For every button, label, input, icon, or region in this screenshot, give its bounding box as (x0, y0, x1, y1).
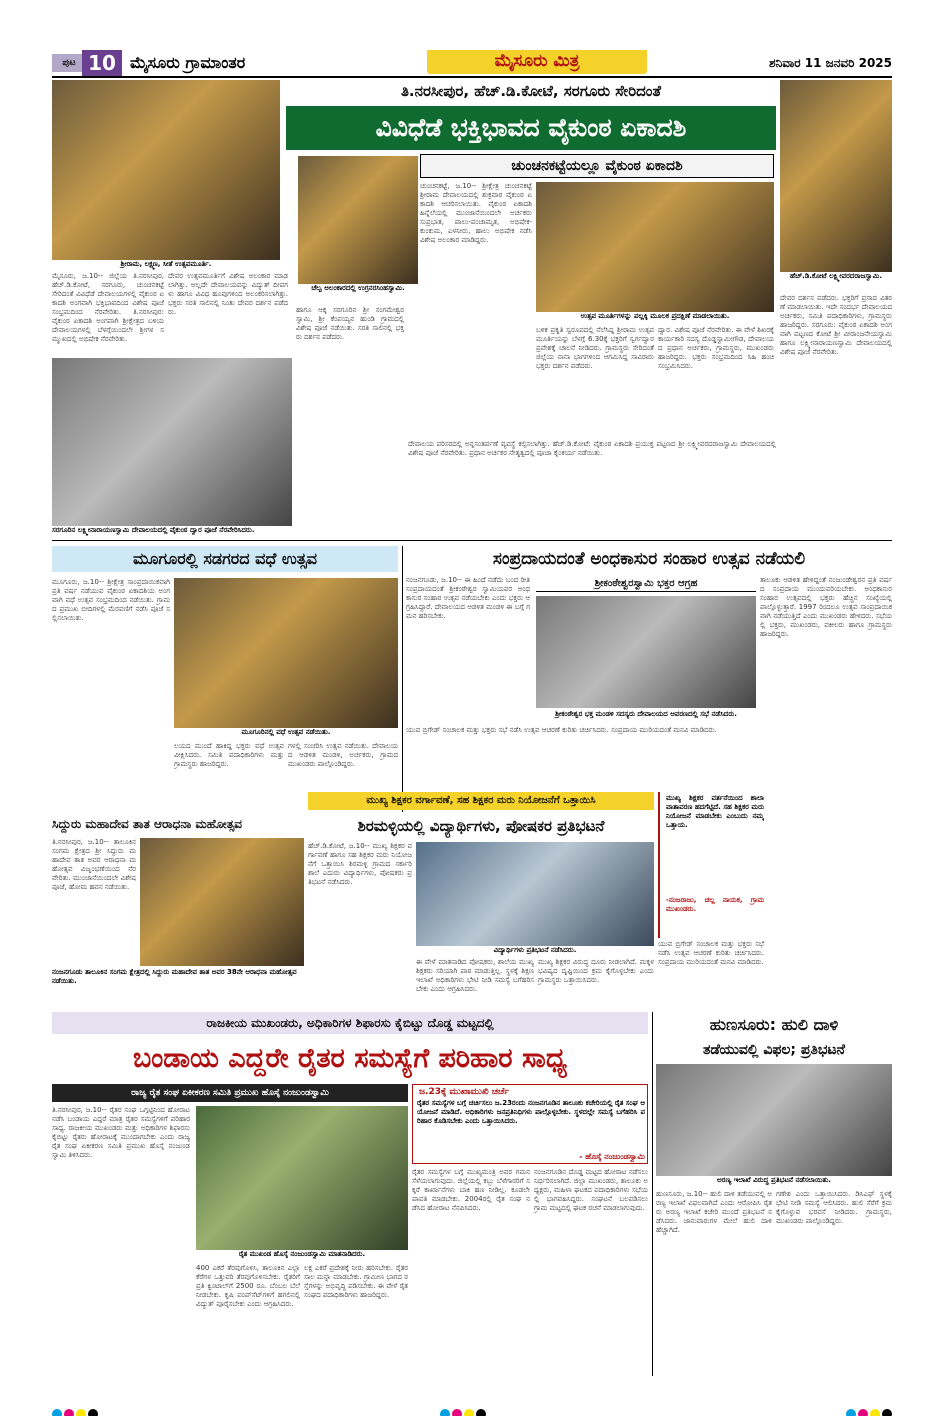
story2-body-1: ಚುಂಚನಕಟ್ಟೆ, ಜ.10-- ಶ್ರೀಕ್ಷೇತ್ರ ಚುಂಚನಕಟ್ಟೆ ಶ್ರೀರಾಮ ದೇವಾಲಯದಲ್ಲಿ ಶುಕ್ರವಾರ ವೈಕುಂಠ ಏಕಾದಶಿ ಆಚರಿಸಲಾಯಿತು. ವೈಕುಂಠ ಏಕಾದಶಿ ಹಿನ್ನೆಲೆಯಲ್ಲಿ ಮುಂಜಾನೆಯಿಂದಲೇ ಅರ್ಚಕರು ಸುಪ್ರಭಾತ, ಪಾಲು-ಪಂಚಾಮೃತ, ಅಭಿಷೇಕ-ಕುಂಕುಮ, ಎಳನೀರು, ಹಾಲು ಅಭಿಷೇಕ ನಡೆಸಿ ವಿಶೇಷ ಅಲಂಕಾರ ಮಾಡಿದ್ದರು. (420, 182, 532, 244)
temple-crowd-photo (52, 358, 292, 526)
story6-headline: ಸಿದ್ದುರು ಮಹಾದೇವ ತಾತ ಆರಾಧನಾ ಮಹೋತ್ಸವ (52, 817, 242, 831)
page-number: 10 (82, 50, 122, 76)
students-protest-caption: ವಿದ್ಯಾರ್ಥಿಗಳು ಪ್ರತಿಭಟನೆ ನಡೆಸಿದರು. (493, 946, 577, 954)
story7-headline: ಬಂಡಾಯ ಎದ್ದರೇ ರೈತರ ಸಮಸ್ಯೆಗೆ ಪರಿಹಾರ ಸಾಧ್ಯ (133, 1043, 567, 1074)
story7-body-1: ತಿ.ನರಸೀಪುರ, ಜ.10-- ರೈತರ ಸಂಘ ಒಗ್ಗಟ್ಟಿನಿಂದ ಹೋರಾಟ ನಡೆಸಿ ಬಂಡಾಯ ಎದ್ದರೆ ಮಾತ್ರ ರೈತರ ಸಮಸ್ಯೆಗಳಿಗೆ ಪರಿಹಾರ ಸಾಧ್ಯ. ರಾಜಕೀಯ ಮುಖಂಡರು ಮತ್ತು ಅಧಿಕಾರಿಗಳ ಶಿಫಾರಸು ಕೈಬಿಟ್ಟು ರೈತರು ಹೋರಾಟಕ್ಕೆ ಮುಂದಾಗಬೇಕು ಎಂದು ರಾಜ್ಯ ರೈತ ಸಂಘ ಏಕೀಕರಣ ಸಮಿತಿ ಪ್ರಮುಖ ಹೊಸ್ಕೆ ನಂಜುಂಡಸ್ವಾಮಿ ತಿಳಿಸಿದರು. (52, 1106, 190, 1159)
print-marks-left (52, 1404, 112, 1416)
vertical-divider-2 (652, 1012, 653, 1376)
yellow-mark (76, 1409, 86, 1416)
story7-body-4: ರೈತರ ಸಮಸ್ಯೆಗಳ ಬಗ್ಗೆ ಮುಖ್ಯಮಂತ್ರಿ ಅವರ ಗಮನ ಸೆಳೆಯಲಾಗುವುದು. ಜಿಲ್ಲೆಯಲ್ಲಿ ಕಬ್ಬು ಬೆಳೆಗಾರರಿಗೆ ಸಕ್ಕರೆ ಕಾರ್ಖಾನೆಗಳು ಬಾಕಿ ಹಣ ನೀಡಿಲ್ಲ. ಕೂಡಲೇ ಪಾವತಿ ಮಾಡಬೇಕು. 2004ರಲ್ಲಿ ರೈತ ಸಂಘ ನಡೆಸಿದ ಹೋರಾಟ ನೆನಪಿಸಿದರು. (412, 1168, 530, 1212)
black-mark (476, 1409, 486, 1416)
story7-kicker: ರಾಜಕೀಯ ಮುಖಂಡರು, ಅಧಿಕಾರಿಗಳ ಶಿಫಾರಸು ಕೈಬಿಟ್ಟು ದೊಡ್ಡ ಮಟ್ಟದಲ್ಲಿ (52, 1012, 648, 1034)
story7-box-text: ರೈತರ ಸಮಸ್ಯೆಗಳ ಬಗ್ಗೆ ಚರ್ಚಿಸಲು ಜ.23ರಂದು ನಂಜನಗೂಡಿನ ತಾಲೂಕು ಕಚೇರಿಯಲ್ಲಿ ರೈತ ಸಂಘ ಆಯೋಜನೆ ಮಾಡಿದೆ. ಅಧಿಕಾರಿಗಳು ಜನಪ್ರತಿನಿಧಿಗಳು ಪಾಲ್ಗೊಳ್ಳಬೇಕು. ಸ್ಥಳದಲ್ಲೇ ಸಮಸ್ಯೆ ಬಗೆಹರಿಸಿ ಪರಿಹಾರ ಕೊಡಿಸಬೇಕು ಎಂದು ಒತ್ತಾಯಿಸಿದರು. (417, 1099, 645, 1125)
devotees-meeting-caption: ಶ್ರೀಕಂಠೇಶ್ವರ ಭಕ್ತ ಮಂಡಳಿ ಸದಸ್ಯರು ದೇವಾಲಯದ ಆವರಣದಲ್ಲಿ ಸಭೆ ನಡೆಸಿದರು. (555, 710, 737, 718)
story5-kicker: ಮುಖ್ಯ ಶಿಕ್ಷಕರ ವರ್ಗಾವಣೆ, ಸಹ ಶಿಕ್ಷಕರ ಮರು ನಿಯೋಜನೆಗೆ ಒತ್ತಾಯಿಸಿ (308, 792, 654, 810)
farmer-leader-caption: ರೈತ ಮುಖಂಡ ಹೊಸ್ಕೆ ನಂಜುಂಡಸ್ವಾಮಿ ಮಾತನಾಡಿದರು. (238, 1250, 366, 1258)
story7-box-author: - ಹೊಸ್ಕೆ ನಂಜುಂಡಸ್ವಾಮಿ (579, 1152, 645, 1161)
procession-photo (174, 578, 398, 728)
story2-body-4: ದೇವಾಲಯ ಪರಿಸರದಲ್ಲಿ ಅನ್ನಸಂತರ್ಪಣೆ ವ್ಯವಸ್ಥೆ ಕಲ್ಪಿಸಲಾಗಿತ್ತು. ಹೆಚ್.ಡಿ.ಕೋಟೆ: ವೈಕುಂಠ ಏಕಾದಶಿ ಪ್ರಯುಕ್ತ ಪಟ್ಟಣದ ಶ್ರೀ ಲಕ್ಷ್ಮೀವರದರಾಜಸ್ವಾಮಿ ದೇವಾಲಯದಲ್ಲಿ ವಿಶೇಷ ಪೂಜೆ ನೆರವೇರಿತು. ಪ್ರಧಾನ ಅರ್ಚಕರ ನೇತೃತ್ವದಲ್ಲಿ ಪೂಜಾ ಕೈಂಕರ್ಯ ನಡೆಯಿತು. (408, 440, 776, 457)
story8-headline-1: ಹುಣಸೂರು: ಹುಲಿ ದಾಳಿ (709, 1015, 839, 1034)
cyan-mark (846, 1409, 856, 1416)
magenta-mark (64, 1409, 74, 1416)
magenta-mark (452, 1409, 462, 1416)
divider-1 (52, 540, 892, 541)
story3-headline: ಮೂಗೂರಲ್ಲಿ ಸಡಗರದ ವಧೆ ಉತ್ಸವ (52, 546, 398, 572)
story8-body-1: ಹುಣಸೂರು, ಜ.10-- ಹುಲಿ ದಾಳಿ ತಡೆಯುವಲ್ಲಿ ಅರಣ್ಯ ಇಲಾಖೆ ವಿಫಲವಾಗಿದೆ ಎಂದು ಆರೋಪಿಸಿ ರೈತರು ಅರಣ್ಯ ಇಲಾಖೆ ಕಚೇರಿ ಮುಂದೆ ಪ್ರತಿಭಟನೆ ನಡೆಸಿದರು. ಜಾನುವಾರುಗಳ ಮೇಲೆ ಹುಲಿ ದಾಳಿ ಹೆಚ್ಚಾಗಿದೆ. (656, 1190, 772, 1234)
story8-body-2: ಗಣೇಶ ಎಂದು ಒತ್ತಾಯಿಸಿದರು. ಡಿಸಿಎಫ್ ಸ್ಥಳಕ್ಕೆ ಭೇಟಿ ನೀಡಿ ಸಮಸ್ಯೆ ಆಲಿಸಿದರು. ಹುಲಿ ಸೆರೆಗೆ ಕ್ರಮ ಕೈಗೊಳ್ಳುವ ಭರವಸೆ ನೀಡಿದರು. ಗ್ರಾಮಸ್ಥರು, ಮುಖಂಡರು ಪಾಲ್ಗೊಂಡಿದ್ದರು. (776, 1190, 892, 1225)
priest-deity-caption: ಚೆಲ್ವ ಅಲಂಕಾರದಲ್ಲಿ ಉಗ್ರನರಸಿಂಹಸ್ವಾಮಿ. (311, 284, 405, 292)
vertical-divider (402, 546, 403, 812)
story5-quote-author: -ನಂಜರಾಜು, ಚಲ್ಲ ನಾಯಕ, ಗ್ರಾಮ ಮುಖಂಡರು. (666, 896, 764, 913)
temple-crowd-caption: ಸರಗೂರಿನ ಲಕ್ಷ್ಮೀನಾರಾಯಣಸ್ವಾಮಿ ದೇವಾಲಯದಲ್ಲಿ ವೈಕುಂಠ ದ್ವಾರ ಪೂಜೆ ನೆರವೇರಿಸಿದರು. (52, 526, 255, 534)
print-marks-right (846, 1404, 906, 1416)
cyan-mark (52, 1409, 62, 1416)
story5-quote: ಮುಖ್ಯ ಶಿಕ್ಷಕರ ವರ್ತನೆಯಿಂದ ಶಾಲಾ ವಾತಾವರಣ ಹದಗೆಟ್ಟಿದೆ. ಸಹ ಶಿಕ್ಷಕರ ಮರು ನಿಯೋಜನೆ ಮಾಡಬೇಕು ಎಂಬುದು ನಮ್ಮ ಒತ್ತಾಯ. (666, 794, 764, 829)
story7-body-5: ನಂಜನಗೂಡಿನ ದೊಡ್ಡ ಮಟ್ಟದ ಹೋರಾಟ ನಡೆಸಲು ನಿರ್ಧರಿಸಲಾಗಿದೆ. ಜಿಲ್ಲಾ ಮುಖಂಡರು, ತಾಲೂಕು ಅಧ್ಯಕ್ಷರು, ಮಹಿಳಾ ಘಟಕದ ಪದಾಧಿಕಾರಿಗಳು ಸಭೆಯಲ್ಲಿ ಭಾಗವಹಿಸಿದ್ದರು. ಸಂಘಟನೆ ಬಲಪಡಿಸಲು ಗ್ರಾಮ ಮಟ್ಟದಲ್ಲಿ ಘಟಕ ರಚನೆ ಮಾಡಲಾಗುವುದು. (534, 1168, 648, 1212)
story4-continued: ಯುವ ಬ್ರಿಗೇಡ್ ಸಂಚಾಲಕ ಮತ್ತು ಭಕ್ತರು ಸಭೆ ನಡೆಸಿ ಉತ್ಸವ ಆಚರಣೆ ಕುರಿತು ಚರ್ಚಿಸಿದರು. ಸಂಪ್ರದಾಯ ಮುರಿಯದಂತೆ ಮನವಿ ಮಾಡಿದರು. (658, 940, 764, 966)
issue-date: ಶನಿವಾರ 11 ಜನವರಿ 2025 (769, 56, 892, 70)
story1-kicker: ತಿ.ನರಸೀಪುರ, ಹೆಚ್.ಡಿ.ಕೋಟೆ, ಸರಗೂರು ಸೇರಿದಂತೆ (400, 82, 661, 100)
yellow-mark (464, 1409, 474, 1416)
masthead (52, 50, 892, 76)
story4-body-2: ಯುವ ಬ್ರಿಗೇಡ್ ಸಂಚಾಲಕ ಮತ್ತು ಭಕ್ತರು ಸಭೆ ನಡೆಸಿ ಉತ್ಸವ ಆಚರಣೆ ಕುರಿತು ಚರ್ಚಿಸಿದರು. ಸಂಪ್ರದಾಯ ಮುರಿಯದಂತೆ ಮನವಿ ಮಾಡಿದರು. (406, 726, 717, 734)
story7-box-title: ಜ.23ಕ್ಕೆ ಮುಖಾಮುಖಿ ಚರ್ಚೆ (419, 1087, 510, 1097)
palanquin-photo (536, 182, 774, 312)
story2-body-2: ಬಳಿಕ ಪ್ರಕೃತಿ ಸ್ವರೂಪದಲ್ಲಿ ನೆಲೆಸಿದ್ದ ಶ್ರೀರಾಮ ಉತ್ಸವ ಮೂರ್ತಿಯನ್ನು ಬೆಳಗ್ಗೆ 6.30ಕ್ಕೆ ಭಕ್ತರಿಗೆ ಸ್ವರ್ಗದ್ವಾರ ಪ್ರವೇಶಕ್ಕೆ ಚಾಲನೆ ನೀಡಿದರು. ಗ್ರಾಮಸ್ಥರು ಸೇರಿದಂತೆ ಜಿಲ್ಲೆಯ ನಾನಾ ಭಾಗಗಳಿಂದ ಆಗಮಿಸಿದ್ದ ಸಾವಿರಾರು ಭಕ್ತರು ದರ್ಶನ ಪಡೆದರು. (536, 326, 654, 370)
story3-body-3: ಗಳಲ್ಲಿ ಸಂಚರಿಸಿ ಉತ್ಸವ ನಡೆಯಿತು. ದೇವಾಲಯದ ಆಡಳಿತ ಮಂಡಳಿ, ಅರ್ಚಕರು, ಗ್ರಾಮದ ಮುಖಂಡರು ಪಾಲ್ಗೊಂಡಿದ್ದರು. (288, 742, 398, 768)
story1-body-1: ಮೈಸೂರು, ಜ.10-- ಜಿಲ್ಲೆಯ ತಿ.ನರಸೀಪುರ, ಹೆಚ್.ಡಿ.ಕೋಟೆ, ಸರಗೂರು, ಚುಂಚನಕಟ್ಟೆ ಸೇರಿದಂತೆ ವಿವಿಧೆಡೆ ದೇವಾಲಯಗಳಲ್ಲಿ ವೈಕುಂಠ ಏಕಾದಶಿ ಅಂಗವಾಗಿ ಭಕ್ತಿಭಾವದಿಂದ ವಿಶೇಷ ಪೂಜೆ ಸಂಭ್ರಮದಿಂದ ನೆರವೇರಿತು. ತಿ.ನರಸೀಪುರ: ವೈಕುಂಠ ಏಕಾದಶಿ ಅಂಗವಾಗಿ ಶ್ರೀಕ್ಷೇತ್ರದ ಬಳಿಯ ದೇವಾಲಯಗಳಲ್ಲಿ ಬೆಳಗ್ಗೆಯಿಂದಲೇ ಶ್ರೀಗಳ ಸಮ್ಮುಖದಲ್ಲಿ ಅಭಿಷೇಕ ನೆರವೇರಿತು. (52, 272, 164, 343)
story3-body-1: ಮೂಗೂರು, ಜ.10-- ಶ್ರೀಕ್ಷೇತ್ರ ಸಾಂಪ್ರದಾಯಿಕವಾಗಿ ಪ್ರತಿ ವರ್ಷ ನಡೆಯುವ ವೈಕುಂಠ ಏಕಾದಶಿಯ ಅಂಗವಾಗಿ ವಧೆ ಉತ್ಸವ ಸಂಭ್ರಮದಿಂದ ನಡೆಯಿತು. ಗ್ರಾಮದ ಪ್ರಮುಖ ಬೀದಿಗಳಲ್ಲಿ ಮೆರವಣಿಗೆ ನಡೆಸಿ ಪೂಜೆ ಸಲ್ಲಿಸಲಾಯಿತು. (52, 578, 170, 622)
yellow-mark (870, 1409, 880, 1416)
story7-subkicker: ರಾಜ್ಯ ರೈತ ಸಂಘ ಏಕೀಕರಣ ಸಮಿತಿ ಪ್ರಮುಖ ಹೊಸ್ಕೆ ನಂಜುಂಡಸ್ವಾಮಿ (52, 1084, 408, 1102)
cyan-mark (440, 1409, 450, 1416)
magenta-mark (858, 1409, 868, 1416)
masthead-rule (52, 76, 892, 78)
black-mark (882, 1409, 892, 1416)
tiger-protest-photo (656, 1064, 892, 1176)
story3-body-2: ಲಯದ ಮುಂದೆ ಹಾಕಿದ್ದ ಭಕ್ತರು ವಧೆ ಉತ್ಸವ ವೀಕ್ಷಿಸಿದರು. ಸಮಿತಿ ಪದಾಧಿಕಾರಿಗಳು ಮತ್ತು ಗ್ರಾಮಸ್ಥರು ಹಾಜರಿದ್ದರು. (174, 742, 284, 768)
palanquin-caption: ಉತ್ಸವ ಮೂರ್ತಿಗಳನ್ನು ಪಲ್ಲಕ್ಕಿ ಮೂಲಕ ಪ್ರದಕ್ಷಿಣೆ ಮಾಡಲಾಯಿತು. (580, 312, 730, 320)
idols-photo-caption: ಶ್ರೀರಾಮ, ಲಕ್ಷ್ಮಣ, ಸೀತೆ ಉತ್ಸವಮೂರ್ತಿ. (120, 260, 212, 268)
story2-headline: ಚುಂಚನಕಟ್ಟೆಯಲ್ಲೂ ವೈಕುಂಠ ಏಕಾದಶಿ (420, 154, 774, 178)
story8-headline-2: ತಡೆಯುವಲ್ಲಿ ವಿಫಲ; ಪ್ರತಿಭಟನೆ (703, 1042, 845, 1058)
section-name: ಮೈಸೂರು ಗ್ರಾಮಾಂತರ (130, 53, 246, 72)
idols-photo (52, 80, 280, 260)
story1-body-4: ದೇವರ ದರ್ಶನ ಪಡೆದರು. ಭಕ್ತರಿಗೆ ಪ್ರಸಾದ ವಿತರಣೆ ಮಾಡಲಾಯಿತು. ಇದೇ ಸಂದರ್ಭ ದೇವಾಲಯದ ಅರ್ಚಕರು, ಸಮಿತಿ ಪದಾಧಿಕಾರಿಗಳು, ಗ್ರಾಮಸ್ಥರು ಹಾಜರಿದ್ದರು. ಸರಗೂರು: ವೈಕುಂಠ ಏಕಾದಶಿ ಅಂಗವಾಗಿ ಪಟ್ಟಣದ ಕೋಟೆ ಶ್ರೀ ವೀರಾಂಜನೇಯಸ್ವಾಮಿ ಹಾಗೂ ಲಕ್ಷ್ಮೀನಾರಾಯಣಸ್ವಾಮಿ ದೇವಾಲಯದಲ್ಲಿ ವಿಶೇಷ ಪೂಜೆ ನೆರವೇರಿತು. (780, 294, 892, 356)
aradhana-caption: ನಂಜನಗೂಡು ತಾಲೂಕಿನ ಸಂಗಮ ಕ್ಷೇತ್ರದಲ್ಲಿ ಸಿದ್ದುರು ಮಹಾದೇವ ತಾತ ಅವರ 38ನೇ ಆರಾಧನಾ ಮಹೋತ್ಸವ ನಡೆಯಿತು. (52, 968, 297, 985)
story5-body-3: ಮುಖ್ಯ ಶಿಕ್ಷಕರ ವಿರುದ್ಧ ದೂರು ನೀಡಲಾಗಿದೆ. ಮಕ್ಕಳ ಭವಿಷ್ಯದ ದೃಷ್ಟಿಯಿಂದ ಕ್ರಮ ಕೈಗೊಳ್ಳಬೇಕು ಎಂದು ಗ್ರಾಮಸ್ಥರು ಒತ್ತಾಯಿಸಿದರು. (538, 958, 654, 984)
aradhana-photo (140, 838, 304, 966)
tiger-protest-caption: ಅರಣ್ಯ ಇಲಾಖೆ ವಿರುದ್ಧ ಪ್ರತಿಭಟನೆ ನಡೆಸಲಾಯಿತು. (717, 1176, 831, 1184)
right-deity-photo (780, 80, 892, 272)
story5-headline: ಶಿರಮಳ್ಳಿಯಲ್ಲಿ ವಿದ್ಯಾರ್ಥಿಗಳು, ಪೋಷಕರ ಪ್ರತಿಭಟನೆ (357, 817, 605, 835)
story7-body-3: ಲಕ್ಷ ಎಕರೆ ಪ್ರದೇಶಕ್ಕೆ ನೀರು ಹರಿಸಬೇಕು. ರೈತರ ಸಾಲ ಮನ್ನಾ ಮಾಡಬೇಕು. ಗ್ರಾಮೀಣ ಭಾಗದ ರಸ್ತೆಗಳನ್ನು ಅಭಿವೃದ್ಧಿ ಪಡಿಸಬೇಕು. ಈ ವೇಳೆ ರೈತ ಸಂಘದ ಪದಾಧಿಕಾರಿಗಳು ಹಾಜರಿದ್ದರು. (304, 1264, 408, 1299)
story5-body-1: ಹೆಚ್.ಡಿ.ಕೋಟೆ, ಜ.10-- ಮುಖ್ಯ ಶಿಕ್ಷಕರ ವರ್ಗಾವಣೆ ಹಾಗೂ ಸಹ ಶಿಕ್ಷಕರ ಮರು ನಿಯೋಜನೆಗೆ ಒತ್ತಾಯಿಸಿ ಶಿರಮಳ್ಳಿ ಗ್ರಾಮದ ಸರ್ಕಾರಿ ಶಾಲೆ ಎದುರು ವಿದ್ಯಾರ್ಥಿಗಳು, ಪೋಷಕರು ಪ್ರತಿಭಟನೆ ನಡೆಸಿದರು. (308, 842, 412, 886)
print-marks-center (440, 1404, 500, 1416)
story7-box (412, 1084, 648, 1164)
priest-deity-photo (298, 156, 418, 284)
right-deity-caption: ಹೆಚ್.ಡಿ.ಕೋಟೆ ಲಕ್ಷ್ಮೀವರದರಾಜಸ್ವಾಮಿ. (790, 272, 882, 280)
story6-body: ತಿ.ನರಸೀಪುರ, ಜ.10-- ತಾಲೂಕಿನ ಸಂಗಮ ಕ್ಷೇತ್ರದ ಶ್ರೀ ಸಿದ್ದುರು ಮಹಾದೇವ ತಾತ ಅವರ ಆರಾಧನಾ ಮಹೋತ್ಸವ ವಿಜೃಂಭಣೆಯಿಂದ ನೆರವೇರಿತು. ಮುಂಜಾನೆಯಿಂದಲೇ ವಿಶೇಷ ಪೂಜೆ, ಹೋಮ ಹವನ ನಡೆಯಿತು. (52, 838, 136, 891)
devotees-meeting-photo (536, 596, 756, 708)
story2-body-3: ದ್ವಾರ. ವಿಶೇಷ ಪೂಜೆ ನೆರವೇರಿತು. ಈ ವೇಳೆ ಶಿಖರಕ್ಕೆ ಕಾರ್ಯಕಾರಿ ಸದಸ್ಯ ದೊಡ್ಡಸ್ವಾಮೀಗೌಡ, ದೇವಾಲಯದ ಪ್ರಧಾನ ಅರ್ಚಕರು, ಗ್ರಾಮಸ್ಥರು, ಮುಖಂಡರು ಹಾಜರಿದ್ದರು. ಭಕ್ತರು ಸಂಭ್ರಮದಿಂದ ಸಿಹಿ ಹಂಚಿ ಸಂಭ್ರಮಿಸಿದರು. (658, 326, 774, 370)
story1-body-2: ದೇವರ ಉತ್ಸವಮೂರ್ತಿಗೆ ವಿಶೇಷ ಅಲಂಕಾರ ಮಾಡಲಾಗಿತ್ತು. ಅಲ್ಲದೇ ದೇವಾಲಯವನ್ನು ವಿದ್ಯುತ್ ದೀಪಗಳು ಹಾಗೂ ವಿವಿಧ ಹೂವುಗಳಿಂದ ಅಲಂಕರಿಸಲಾಗಿತ್ತು. ಭಕ್ತರು ಸರತಿ ಸಾಲಿನಲ್ಲಿ ನಿಂತು ದೇವರ ದರ್ಶನ ಪಡೆದರು. (168, 272, 288, 316)
black-mark (88, 1409, 98, 1416)
story7-body-2: 400 ಎಕರೆ ತೆರವುಗೊಳಿಸಿ, ತಾಲೂಕಿನ ಎಲ್ಲಾ ಕೆರೆಗಳ ಒತ್ತುವರಿ ತೆರವುಗೊಳಿಸಬೇಕು. ರೈತರಿಗೆ ಪ್ರತಿ ಕ್ವಿಂಟಾಲ್‌ಗೆ 2500 ರೂ. ಬೆಂಬಲ ಬೆಲೆ ನೀಡಬೇಕು. ಕೃಷಿ ಪಂಪ್‌ಸೆಟ್‌ಗಳಿಗೆ ಹಗಲಿನಲ್ಲಿ ವಿದ್ಯುತ್ ಪೂರೈಸಬೇಕು ಎಂದು ಆಗ್ರಹಿಸಿದರು. (196, 1264, 300, 1308)
story5-quote-box (658, 792, 764, 938)
students-protest-photo (416, 842, 654, 946)
story1-headline: ವಿವಿಧೆಡೆ ಭಕ್ತಿಭಾವದ ವೈಕುಂಠ ಏಕಾದಶಿ (286, 106, 776, 150)
story4-subkicker: ಶ್ರೀಕಂಠೇಶ್ವರಸ್ವಾಮಿ ಭಕ್ತರ ಆಗ್ರಹ (536, 576, 756, 592)
story4-headline: ಸಂಪ್ರದಾಯದಂತೆ ಅಂಧಕಾಸುರ ಸಂಹಾರ ಉತ್ಸವ ನಡೆಯಲಿ (492, 549, 806, 569)
story4-body-3: ತಾಲೂಕು ಆಡಳಿತ ಹೇಳಿದ್ದಂತೆ ನಂಜುಂಡೇಶ್ವರನ ಪ್ರತಿ ವರ್ಷದ ಸಂಪ್ರದಾಯ ಮುಂದುವರಿಯಬೇಕು. ಅಂಧಕಾಸುರ ಸಂಹಾರ ಉತ್ಸವದಲ್ಲಿ ಭಕ್ತರು ಹೆಚ್ಚಿನ ಸಂಖ್ಯೆಯಲ್ಲಿ ಪಾಲ್ಗೊಳ್ಳುತ್ತಾರೆ. 1997 ರಿಂದಲೂ ಉತ್ಸವ ಸಾಂಪ್ರದಾಯಿಕವಾಗಿ ನಡೆಯುತ್ತಿದೆ ಎಂದು ಮುಖಂಡರು ಹೇಳಿದರು. ಸಭೆಯಲ್ಲಿ ಭಕ್ತರು, ಮುಖಂಡರು, ವಕೀಲರು ಹಾಗೂ ಗ್ರಾಮಸ್ಥರು ಹಾಜರಿದ್ದರು. (760, 576, 892, 638)
story1-body-3: ಹಾಗೂ ಆಕ್ಕ ಸರಗೂರಿನ ಶ್ರೀ ಸಂಗಮೇಶ್ವರ ಸ್ವಾಮಿ, ಶ್ರೀ ಕೆಂಪಯ್ಯನ ಹುಂಡಿ ಗ್ರಾಮದಲ್ಲಿ ವಿಶೇಷ ಪೂಜೆ ನಡೆಯಿತು. ಸರತಿ ಸಾಲಿನಲ್ಲಿ ಭಕ್ತರು ದರ್ಶನ ಪಡೆದರು. (296, 306, 404, 341)
paper-name: ಮೈಸೂರು ಮಿತ್ರ (427, 50, 647, 74)
farmer-leader-photo (196, 1106, 408, 1250)
page-label: ಪುಟ (52, 54, 86, 72)
procession-caption: ಮೂಗೂರಿನಲ್ಲಿ ವಧೆ ಉತ್ಸವ ನಡೆಯಿತು. (241, 728, 331, 736)
story5-body-2: ಈ ವೇಳೆ ಮಾತನಾಡಿದ ಪೋಷಕರು, ಶಾಲೆಯ ಮುಖ್ಯ ಶಿಕ್ಷಕರು ಸರಿಯಾಗಿ ಪಾಠ ಮಾಡುತ್ತಿಲ್ಲ. ಸ್ಥಳಕ್ಕೆ ಶಿಕ್ಷಣ ಇಲಾಖೆ ಅಧಿಕಾರಿಗಳು ಭೇಟಿ ನೀಡಿ ಸಮಸ್ಯೆ ಬಗೆಹರಿಸಬೇಕು ಎಂದು ಆಗ್ರಹಿಸಿದರು. (416, 958, 534, 993)
story4-body-1: ನಂಜನಗೂಡು, ಜ.10-- ಈ ಹಿಂದೆ ನಡೆದು ಬಂದ ರೀತಿ ಸಂಪ್ರದಾಯದಂತೆ ಶ್ರೀಕಂಠೇಶ್ವರ ಸ್ವಾಮಿಯವರ ಅಂಧಕಾಸುರ ಸಂಹಾರ ಉತ್ಸವ ನಡೆಯಬೇಕು ಎಂದು ಭಕ್ತರು ಆಗ್ರಹಿಸಿದ್ದಾರೆ. ದೇವಾಲಯದ ಆಡಳಿತ ಮಂಡಳಿ ಈ ಬಗ್ಗೆ ಗಮನ ಹರಿಸಬೇಕು. (406, 576, 530, 620)
